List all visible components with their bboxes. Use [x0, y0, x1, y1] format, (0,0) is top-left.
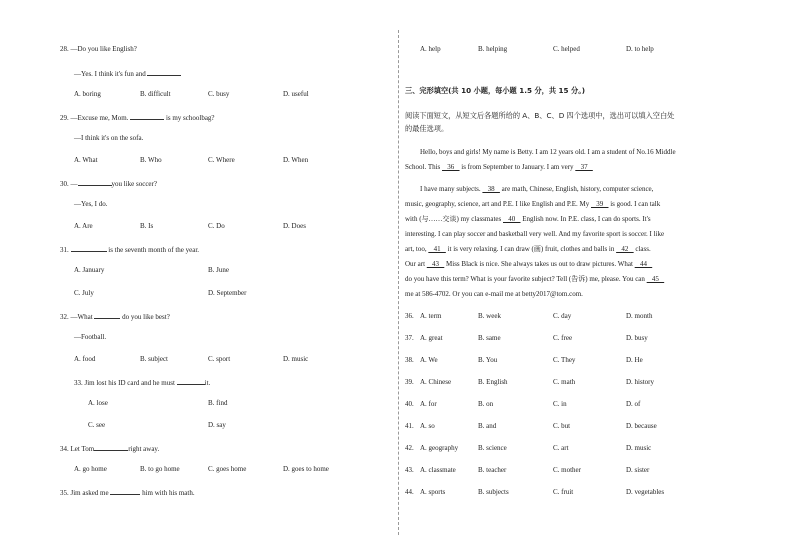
column-divider	[398, 30, 399, 535]
option-number: 44.	[405, 488, 414, 496]
blank-38[interactable]: 38	[482, 185, 500, 193]
option-36-c[interactable]: C. day	[553, 312, 572, 320]
option-39-c[interactable]: C. math	[553, 378, 576, 386]
passage-text: do you have this term? What is your favorite subject? Tell (告诉) me, please. You can	[405, 275, 647, 283]
option-34-a[interactable]: A. go home	[74, 465, 107, 473]
option-41-a[interactable]: A. so	[420, 422, 435, 430]
passage-text: music, geography, science, art and P.E. I like English and P.E. My	[405, 200, 591, 208]
option-number: 41.	[405, 422, 414, 430]
option-32-d[interactable]: D. music	[283, 355, 309, 363]
passage-line	[420, 185, 653, 194]
option-37-a[interactable]: A. great	[420, 334, 443, 342]
option-30-c[interactable]: C. Do	[208, 222, 225, 230]
option-42-b[interactable]: B. science	[478, 444, 507, 452]
option-38-a[interactable]: A. We	[420, 356, 438, 364]
question-35-stem	[60, 487, 195, 498]
option-32-a[interactable]: A. food	[74, 355, 96, 363]
blank-42[interactable]: 42	[616, 245, 634, 253]
option-44-b[interactable]: B. subjects	[478, 488, 509, 496]
option-31-b[interactable]: B. June	[208, 266, 229, 274]
question-28-stem: 28. —Do you like English?	[60, 45, 137, 53]
question-30-pre: 30. —	[60, 180, 78, 188]
passage-text: Our art	[405, 260, 427, 268]
option-40-c[interactable]: C. in	[553, 400, 567, 408]
option-42-a[interactable]: A. geography	[420, 444, 459, 452]
option-33-c[interactable]: C. see	[88, 421, 106, 429]
question-31-stem	[60, 244, 199, 255]
passage-text: is from September to January. I am very	[459, 163, 576, 171]
passage-line	[405, 200, 660, 209]
passage-text: School. This	[405, 163, 443, 171]
answer-blank[interactable]	[71, 244, 107, 252]
question-29-reply: —I think it's on the sofa.	[74, 134, 144, 142]
option-30-b[interactable]: B. Is	[140, 222, 154, 230]
option-37-c[interactable]: C. free	[553, 334, 573, 342]
option-34-b[interactable]: B. to go home	[140, 465, 180, 473]
option-number: 39.	[405, 378, 414, 386]
blank-41[interactable]: 41	[428, 245, 446, 253]
option-30-d[interactable]: D. Does	[283, 222, 306, 230]
blank-39[interactable]: 39	[590, 200, 609, 208]
blank-36[interactable]: 36	[442, 163, 460, 171]
passage-text: it is very relaxing. I can draw (画) fruit, clothes and balls in	[445, 245, 617, 253]
option-39-a[interactable]: A. Chinese	[420, 378, 452, 386]
passage-line	[405, 163, 593, 172]
passage-line: me at 586-4702. Or you can e-mail me at betty2017@tom.com.	[405, 290, 583, 298]
passage-line	[405, 260, 652, 269]
blank-44[interactable]: 44	[634, 260, 653, 268]
option-41-c[interactable]: C. but	[553, 422, 571, 430]
question-28-reply	[74, 68, 181, 79]
question-30-post: you like soccer?	[111, 180, 157, 188]
option-28-d[interactable]: D. useful	[283, 90, 309, 98]
option-29-d[interactable]: D. When	[283, 156, 309, 164]
option-32-c[interactable]: C. sport	[208, 355, 231, 363]
section-instruction-cont: 的最佳选项。	[405, 124, 449, 133]
question-33-pre: 33. Jim lost his ID card and he must	[74, 379, 177, 387]
answer-blank[interactable]	[78, 178, 112, 186]
option-number: 36.	[405, 312, 414, 320]
option-28-b[interactable]: B. difficult	[140, 90, 171, 98]
option-33-b[interactable]: B. find	[208, 399, 228, 407]
blank-43[interactable]: 43	[426, 260, 445, 268]
option-43-b[interactable]: B. teacher	[478, 466, 507, 474]
question-29-stem	[60, 112, 215, 123]
option-31-a[interactable]: A. January	[74, 266, 105, 274]
question-33-post: it.	[204, 379, 211, 387]
section-title: 三、完形填空(共 10 小题，每小题 1.5 分，共 15 分。)	[405, 86, 586, 95]
option-41-d[interactable]: D. because	[626, 422, 657, 430]
option-34-c[interactable]: C. goes home	[208, 465, 247, 473]
passage-line: Hello, boys and girls! My name is Betty. I am 12 years old. I am a student of No.16 Middle	[420, 148, 676, 156]
blank-40[interactable]: 40	[503, 215, 521, 223]
question-35-pre: 35. Jim asked me	[60, 489, 111, 497]
option-number: 37.	[405, 334, 414, 342]
question-29-post: is my schoolbag?	[164, 114, 215, 122]
option-38-b[interactable]: B. You	[478, 356, 498, 364]
option-number: 43.	[405, 466, 414, 474]
option-35-c[interactable]: C. helped	[553, 45, 580, 53]
question-33-stem	[74, 377, 210, 388]
option-43-c[interactable]: C. mother	[553, 466, 581, 474]
question-32-reply: —Football.	[74, 333, 107, 341]
passage-line	[405, 275, 664, 284]
option-29-b[interactable]: B. Who	[140, 156, 162, 164]
option-number: 38.	[405, 356, 414, 364]
option-32-b[interactable]: B. subject	[140, 355, 168, 363]
option-44-d[interactable]: D. vegetables	[626, 488, 665, 496]
question-34-post: right away.	[128, 445, 160, 453]
question-31-pre: 31.	[60, 246, 71, 254]
option-35-d[interactable]: D. to help	[626, 45, 654, 53]
passage-text: with (与……交谈) my classmates	[405, 215, 503, 223]
passage-text: art, too,	[405, 245, 429, 253]
option-33-d[interactable]: D. say	[208, 421, 226, 429]
option-30-a[interactable]: A. Are	[74, 222, 93, 230]
option-31-d[interactable]: D. September	[208, 289, 247, 297]
answer-blank[interactable]	[110, 487, 140, 495]
question-32-pre: 32. —What	[60, 313, 95, 321]
passage-line: interesting. I can play soccer and basketball very well. And my favorite sport is soccer. I like	[405, 230, 665, 238]
passage-line	[405, 215, 651, 224]
option-39-d[interactable]: D. history	[626, 378, 654, 386]
option-37-d[interactable]: D. busy	[626, 334, 648, 342]
passage-text: I have many subjects.	[420, 185, 483, 193]
option-37-b[interactable]: B. same	[478, 334, 501, 342]
option-44-c[interactable]: C. fruit	[553, 488, 574, 496]
passage-text: class.	[633, 245, 651, 253]
option-38-d[interactable]: D. He	[626, 356, 643, 364]
question-29-pre: 29. —Excuse me, Mom.	[60, 114, 131, 122]
blank-37[interactable]: 37	[575, 163, 593, 171]
answer-blank[interactable]	[94, 443, 128, 451]
passage-line	[405, 245, 651, 254]
blank-45[interactable]: 45	[646, 275, 665, 283]
option-40-b[interactable]: B. on	[478, 400, 494, 408]
option-34-d[interactable]: D. goes to home	[283, 465, 329, 473]
option-43-d[interactable]: D. sister	[626, 466, 650, 474]
passage-text: Miss Black is nice. She always takes us out to draw pictures. What	[444, 260, 635, 268]
option-29-a[interactable]: A. What	[74, 156, 98, 164]
option-39-b[interactable]: B. English	[478, 378, 508, 386]
option-number: 40.	[405, 400, 414, 408]
option-42-d[interactable]: D. music	[626, 444, 652, 452]
passage-text: is good. I can talk	[608, 200, 661, 208]
question-34-pre: 34. Let Tom	[60, 445, 95, 453]
option-36-a[interactable]: A. term	[420, 312, 442, 320]
answer-blank[interactable]	[130, 112, 164, 120]
question-28-reply-text: —Yes. I think it's fun and	[74, 70, 148, 78]
answer-blank[interactable]	[177, 377, 205, 385]
question-32-stem	[60, 311, 170, 322]
question-31-post: is the seventh month of the year.	[106, 246, 200, 254]
passage-text: are math, Chinese, English, history, computer science,	[499, 185, 654, 193]
option-38-c[interactable]: C. They	[553, 356, 576, 364]
option-41-b[interactable]: B. and	[478, 422, 497, 430]
section-instruction: 阅读下面短文，从短文后各题所给的 A、B、C、D 四个选项中，选出可以填入空白处	[405, 111, 675, 120]
passage-text: English now. In P.E. class, I can do sports. It's	[520, 215, 651, 223]
option-40-d[interactable]: D. of	[626, 400, 641, 408]
option-36-d[interactable]: D. month	[626, 312, 653, 320]
option-36-b[interactable]: B. week	[478, 312, 501, 320]
option-number: 42.	[405, 444, 414, 452]
option-28-a[interactable]: A. boring	[74, 90, 101, 98]
option-29-c[interactable]: C. Where	[208, 156, 235, 164]
question-35-post: him with his math.	[140, 489, 195, 497]
question-34-stem	[60, 443, 159, 454]
option-28-c[interactable]: C. busy	[208, 90, 230, 98]
option-35-a[interactable]: A. help	[420, 45, 441, 53]
option-33-a[interactable]: A. lose	[88, 399, 108, 407]
option-43-a[interactable]: A. classmate	[420, 466, 456, 474]
question-32-post: do you like best?	[120, 313, 170, 321]
option-31-c[interactable]: C. July	[74, 289, 94, 297]
option-42-c[interactable]: C. art	[553, 444, 569, 452]
answer-blank[interactable]	[147, 68, 181, 76]
option-40-a[interactable]: A. for	[420, 400, 437, 408]
option-44-a[interactable]: A. sports	[420, 488, 446, 496]
question-30-reply: —Yes, I do.	[74, 200, 108, 208]
option-35-b[interactable]: B. helping	[478, 45, 508, 53]
answer-blank[interactable]	[94, 311, 120, 319]
question-30-stem	[60, 178, 157, 189]
